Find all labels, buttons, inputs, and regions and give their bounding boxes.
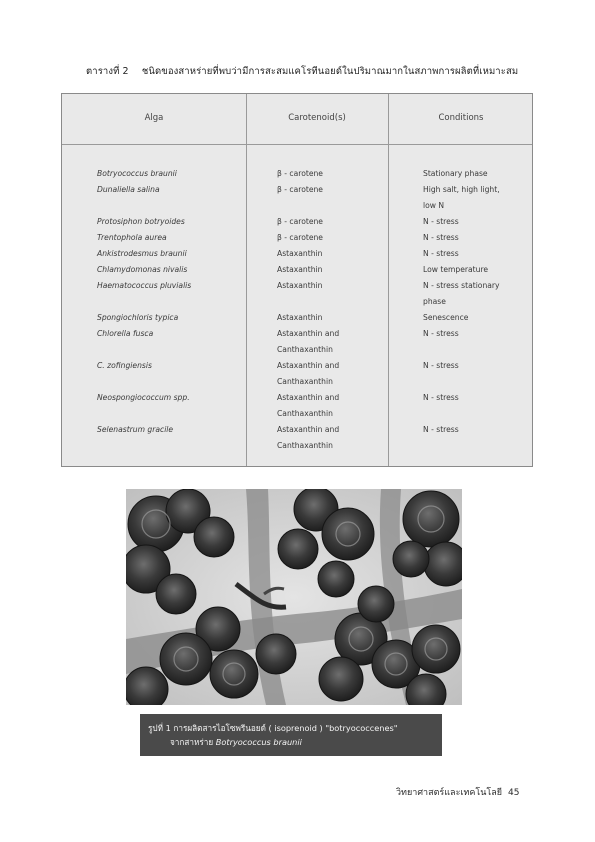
header-carotenoids: Carotenoid(s)	[288, 113, 346, 123]
alga-cell: Dunaliella salina	[97, 185, 160, 194]
journal-name: วิทยาศาสตร์และเทคโนโลยี	[396, 788, 503, 798]
condition-cell: N - stress	[423, 217, 459, 226]
table-number: ตารางที่ 2	[86, 66, 129, 77]
alga-cell: Neospongiococcum spp.	[97, 393, 190, 402]
alga-cell: Chlorella fusca	[97, 329, 154, 338]
header-conditions: Conditions	[438, 113, 484, 123]
algae-carotenoid-table	[61, 93, 533, 467]
figure-caption-species: Botryococcus braunii	[215, 737, 302, 747]
condition-cell: Low temperature	[423, 265, 489, 274]
carotenoid-cell: β - carotene	[277, 217, 323, 226]
alga-cell: Trentophola aurea	[97, 233, 167, 242]
carotenoid-cell: Astaxanthin	[277, 281, 323, 290]
condition-cell: Stationary phase	[423, 169, 488, 178]
micrograph-image	[126, 489, 462, 705]
header-alga: Alga	[144, 113, 164, 123]
carotenoid-cell: Astaxanthin	[277, 265, 323, 274]
alga-cell: Ankistrodesmus braunii	[97, 249, 187, 258]
condition-cell: Senescence	[423, 313, 469, 322]
condition-cell: N - stress	[423, 393, 459, 402]
alga-cell: Protosiphon botryoides	[97, 217, 185, 226]
condition-cell: N - stress	[423, 329, 459, 338]
carotenoid-cell: Astaxanthin and Canthaxanthin	[277, 361, 340, 386]
condition-cell: N - stress	[423, 361, 459, 370]
table-caption	[86, 64, 556, 79]
figure-caption	[140, 714, 442, 756]
column-divider	[246, 94, 247, 466]
header-divider	[62, 144, 532, 145]
alga-cell: Botryococcus braunii	[97, 169, 177, 178]
figure-caption-prefix: จากสาหร่าย	[170, 737, 216, 747]
carotenoid-cell: Astaxanthin and Canthaxanthin	[277, 329, 340, 354]
column-divider	[388, 94, 389, 466]
condition-cell: N - stress	[423, 425, 459, 434]
condition-cell: N - stress stationary phase	[423, 281, 500, 306]
figure-caption-line2	[148, 735, 434, 749]
condition-cell: N - stress	[423, 249, 459, 258]
page-footer	[396, 785, 520, 799]
carotenoid-cell: β - carotene	[277, 169, 323, 178]
alga-cell: Spongiochloris typica	[97, 313, 179, 322]
condition-cell: N - stress	[423, 233, 459, 242]
table-title: ชนิดของสาหร่ายที่พบว่ามีการสะสมแคโรทีนอยด์ในปริมาณมากในสภาพการผลิตที่เหมาะสม	[141, 66, 519, 77]
figure-caption-line1: รูปที่ 1 การผลิตสารไอโซพรีนอยด์ ( isoprenoid ) "botryococcenes"	[148, 723, 398, 733]
alga-cell: Chlamydomonas nivalis	[97, 265, 188, 274]
alga-cell: Selenastrum gracile	[97, 425, 174, 434]
page-number: 45	[508, 788, 520, 798]
carotenoid-cell: β - carotene	[277, 233, 323, 242]
condition-cell: High salt, high light, low N	[423, 185, 500, 210]
carotenoid-cell: Astaxanthin and Canthaxanthin	[277, 393, 340, 418]
alga-cell: Haematococcus pluvialis	[97, 281, 192, 290]
carotenoid-cell: Astaxanthin	[277, 249, 323, 258]
alga-cell: C. zofingiensis	[97, 361, 152, 370]
botryococcus-micrograph	[126, 489, 462, 705]
carotenoid-cell: β - carotene	[277, 185, 323, 194]
carotenoid-cell: Astaxanthin and Canthaxanthin	[277, 425, 340, 450]
carotenoid-cell: Astaxanthin	[277, 313, 323, 322]
